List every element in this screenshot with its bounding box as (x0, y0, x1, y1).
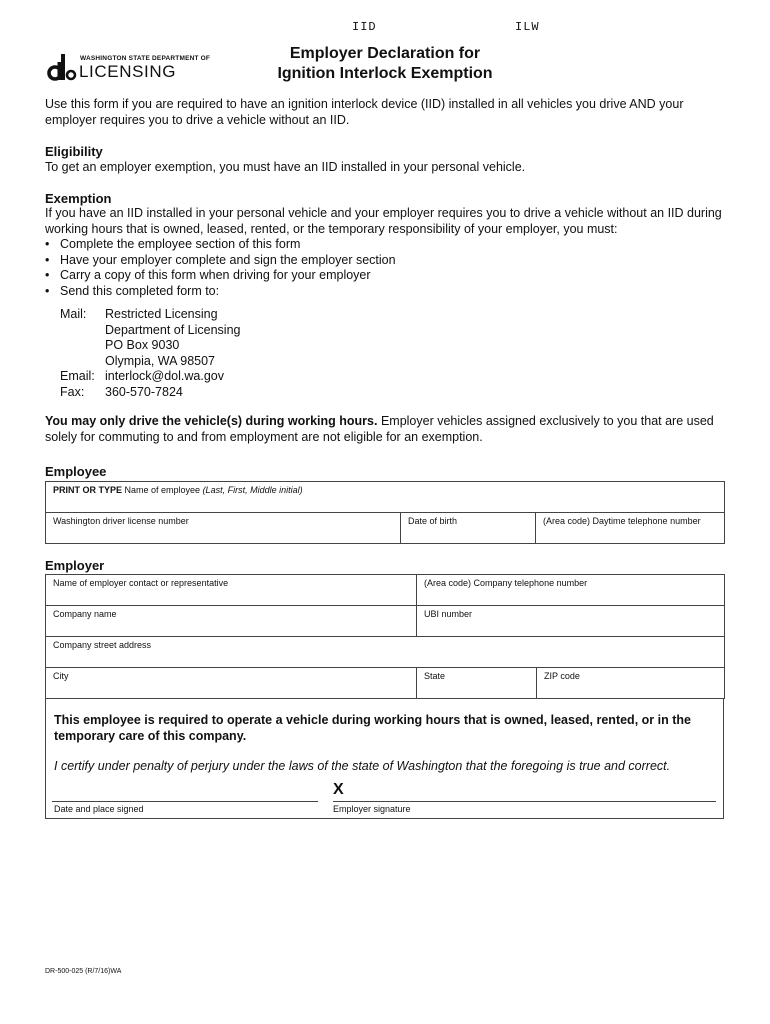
declaration-text: This employee is required to operate a vehicle during working hours that is owned, leased, rented, or in the temporary care of this company. (54, 713, 691, 743)
page-title: Employer Declaration for Ignition Interlock Exemption (277, 45, 493, 82)
address-line: PO Box 9030 (105, 338, 180, 352)
form-code-left: IID (352, 20, 377, 34)
exemption-text: If you have an IID installed in your personal vehicle and your employer requires you to drive a vehicle without an IID during working hours that is owned, leased, rented, or the temporary responsibility of your employer, you must: (45, 206, 722, 236)
eligibility-heading: Eligibility (45, 144, 103, 159)
license-number-field[interactable]: Washington driver license number (46, 513, 401, 544)
agency-logo (45, 52, 211, 84)
agency-dept: WASHINGTON STATE DEPARTMENT OF (80, 55, 211, 62)
signature-label: Employer signature (333, 804, 411, 814)
working-hours-notice: You may only drive the vehicle(s) during working hours. Employer vehicles assigned exclusively to you that are used solely for commuting to and from employment are not eligible for an exemption. (45, 414, 714, 444)
agency-name: LICENSING (79, 62, 177, 81)
date-signed-line[interactable] (52, 801, 318, 802)
fax-number: 360-570-7824 (105, 384, 183, 399)
company-name-field[interactable]: Company name (46, 606, 417, 637)
form-code-right: ILW (515, 20, 540, 34)
employee-name-field[interactable]: PRINT OR TYPE Name of employee (Last, First, Middle initial) (46, 482, 725, 513)
employee-heading: Employee (45, 464, 107, 479)
employer-contact-field[interactable]: Name of employer contact or representative (46, 575, 417, 606)
list-item: • Have your employer complete and sign the employer section (45, 253, 396, 269)
list-item: • Complete the employee section of this form (45, 237, 396, 253)
email-link[interactable]: interlock@dol.wa.gov (105, 369, 224, 383)
email-label: Email: (60, 369, 95, 383)
address-line: Olympia, WA 98507 (105, 353, 216, 368)
employer-heading: Employer (45, 558, 105, 573)
list-item: • Send this completed form to: (45, 284, 396, 300)
state-field[interactable]: State (417, 668, 537, 699)
city-field[interactable]: City (46, 668, 417, 699)
eligibility-text: To get an employer exemption, you must have an IID installed in your personal vehicle. (45, 160, 526, 174)
company-address-field[interactable]: Company street address (46, 637, 725, 668)
employer-section (45, 574, 725, 699)
zip-field[interactable]: ZIP code (537, 668, 725, 699)
dol-logo-icon (45, 52, 79, 82)
declaration-box (45, 698, 724, 819)
date-of-birth-field[interactable]: Date of birth (401, 513, 536, 544)
exemption-heading: Exemption (45, 191, 112, 206)
mailing-address (60, 307, 241, 400)
company-phone-field[interactable]: (Area code) Company telephone number (417, 575, 725, 606)
list-item: • Carry a copy of this form when driving for your employer (45, 268, 396, 284)
date-signed-label: Date and place signed (54, 804, 144, 814)
employer-signature-line[interactable] (333, 801, 716, 802)
address-line: Restricted Licensing (105, 307, 218, 321)
certification-text: I certify under penalty of perjury under the laws of the state of Washington that the foregoing is true and correct. (54, 759, 671, 773)
mail-label: Mail: (60, 307, 87, 321)
signature-x-mark: X (333, 781, 344, 798)
fax-label: Fax: (60, 384, 85, 399)
form-number: DR-500-025 (R/7/16)WA (45, 968, 122, 975)
employee-phone-field[interactable]: (Area code) Daytime telephone number (536, 513, 725, 544)
address-line: Department of Licensing (105, 322, 241, 337)
intro-text: Use this form if you are required to have an ignition interlock device (IID) installed in all vehicles you drive AND your employer requires you to drive a vehicle without an IID. (45, 97, 684, 127)
exemption-bullets (45, 237, 396, 299)
employee-section (45, 481, 725, 544)
ubi-number-field[interactable]: UBI number (417, 606, 725, 637)
